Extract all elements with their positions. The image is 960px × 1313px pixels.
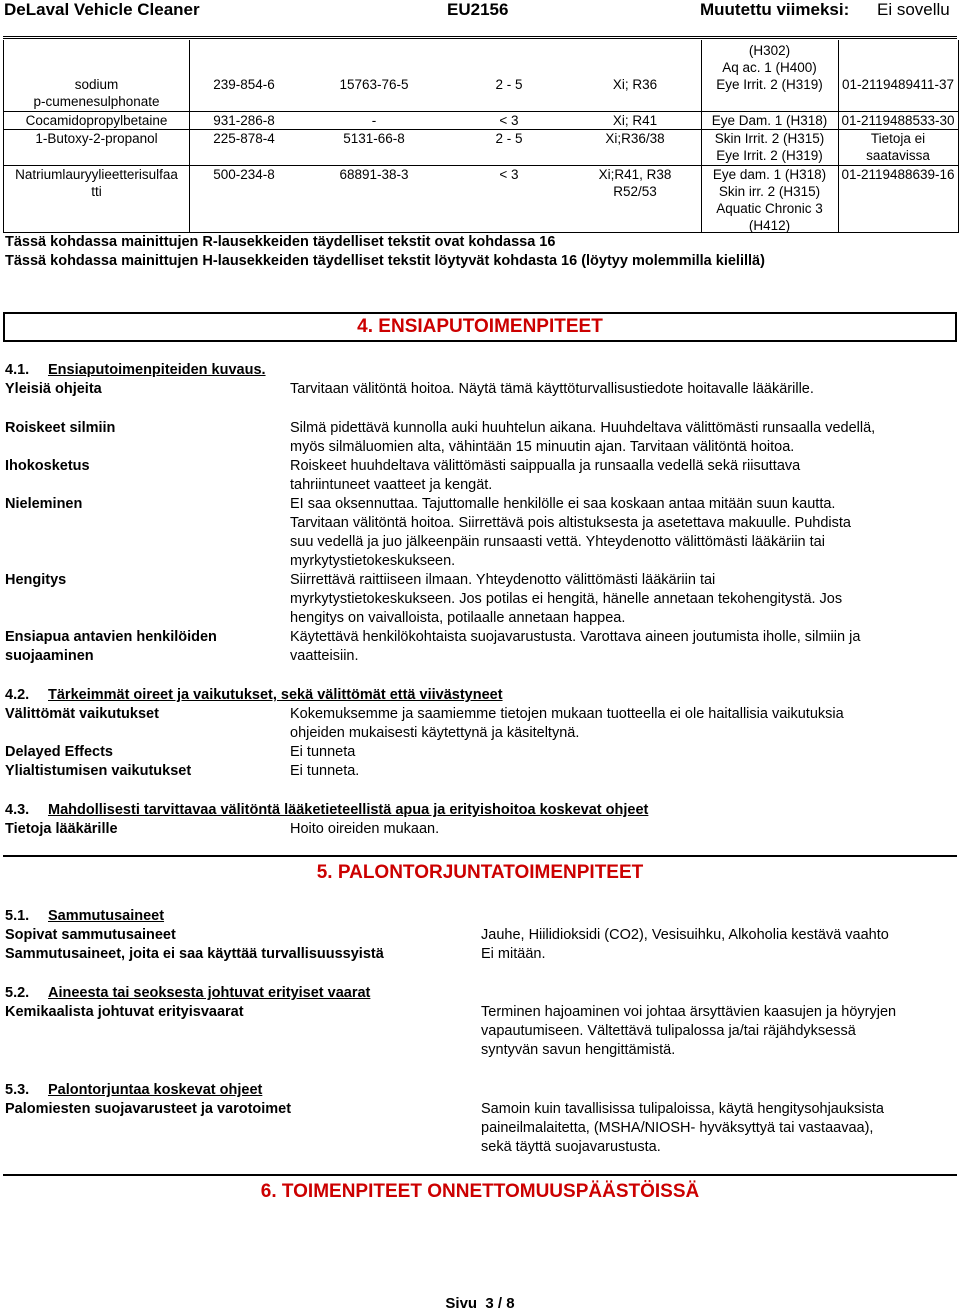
clp: Eye Irrit. 2 (H319) [716, 77, 823, 92]
firefighter-protection-line-3: sekä täyttä suojavarustusta. [481, 1139, 661, 1155]
reach-number: 01-2119488533-30 [841, 113, 955, 128]
clp: Eye Dam. 1 (H318) [711, 113, 828, 128]
subsection-4-1-number: 4.1. [5, 362, 30, 378]
firefighter-protection-line-1: Samoin kuin tavallisissa tulipaloissa, käytä hengitysohjauksista [481, 1101, 884, 1117]
cas-number: 15763-76-5 [339, 77, 409, 92]
inhalation-line-1: Siirrettävä raittiiseen ilmaan. Yhteydenotto välittömästi lääkäriin tai [290, 572, 716, 588]
chemical-hazards-label: Kemikaalista johtuvat erityisvaarat [5, 1004, 244, 1020]
subsection-5-1-number: 5.1. [5, 908, 30, 924]
general-advice-label: Yleisiä ohjeita [5, 381, 102, 397]
ingestion-line-1: EI saa oksennuttaa. Tajuttomalle henkilölle ei saa koskaan antaa mitään suun kautta. [290, 496, 836, 512]
firefighter-protection-line-2: paineilmalaitetta, (MSHA/NIOSH- hyväksyttyä tai vastaavaa), [481, 1120, 874, 1136]
ingredient-name: Natriumlauryylieetterisulfaa tti [15, 167, 178, 199]
first-aider-protection-line-1: Käytettävä henkilökohtaista suojavarustusta. Varottava aineen joutumista iholle, silmiin ja [290, 629, 861, 645]
reach-number: 01-2119488639-16 [841, 167, 955, 182]
cas-number: - [371, 113, 377, 128]
skin-contact-label: Ihokosketus [5, 458, 90, 474]
skin-contact-line-2: tahriintuneet vaatteet ja kengät. [290, 477, 493, 493]
reach-number: 01-2119489411-37 [841, 77, 955, 92]
unsuitable-media-label: Sammutusaineet, joita ei saa käyttää turvallisuussyistä [5, 946, 384, 962]
ingredient-name: sodium p-cumenesulphonate [33, 77, 160, 109]
composition-table [3, 40, 959, 233]
percent: < 3 [499, 113, 519, 128]
suitable-media-text: Jauhe, Hiilidioksidi (CO2), Vesisuihku, Alkoholia kestävä vaahto [481, 927, 889, 943]
ec-number: 931-286-8 [213, 113, 275, 128]
section-5-divider [3, 855, 957, 857]
revised-value: Ei sovellu [877, 0, 950, 19]
reach-number: Tietoja ei saatavissa [866, 131, 930, 163]
product-name: DeLaval Vehicle Cleaner [4, 0, 200, 19]
note-to-physician-text: Hoito oireiden mukaan. [290, 821, 440, 837]
clp-cell: (H302) Aq ac. 1 (H400) [722, 43, 817, 75]
first-aider-protection-label-2: suojaaminen [5, 648, 94, 664]
subsection-5-2-title: Aineesta tai seoksesta johtuvat erityiset vaarat [48, 985, 371, 1001]
r-phrase: Xi;R36/38 [605, 131, 665, 146]
header-divider [3, 36, 957, 37]
h-phrases-note: Tässä kohdassa mainittujen H-lausekkeiden täydelliset tekstit löytyvät kohdasta 16 (löytyy molemmilla kielillä) [5, 253, 765, 269]
subsection-4-3-number: 4.3. [5, 802, 30, 818]
r-phrase: Xi; R41 [612, 113, 658, 128]
immediate-effects-label: Välittömät vaikutukset [5, 706, 159, 722]
ingestion-label: Nieleminen [5, 496, 83, 512]
cas-number: 5131-66-8 [343, 131, 405, 146]
note-to-physician-label: Tietoja lääkärille [5, 821, 118, 837]
chemical-hazards-line-3: syntyvän savun hengittämistä. [481, 1042, 676, 1058]
subsection-5-2-number: 5.2. [5, 985, 30, 1001]
unsuitable-media-text: Ei mitään. [481, 946, 546, 962]
first-aider-protection-label-1: Ensiapua antavien henkilöiden [5, 629, 217, 645]
revised-label: Muutettu viimeksi: [700, 0, 850, 19]
percent: < 3 [499, 167, 519, 182]
inhalation-label: Hengitys [5, 572, 67, 588]
inhalation-line-3: hengitys on vaivalloista, potilaalle annetaan happea. [290, 610, 626, 626]
overexposure-label: Ylialtistumisen vaikutukset [5, 763, 192, 779]
subsection-5-3-number: 5.3. [5, 1082, 30, 1098]
section-6-title: 6. TOIMENPITEET ONNETTOMUUSPÄÄSTÖISSÄ [260, 1181, 700, 1202]
subsection-5-3-title: Palontorjuntaa koskevat ohjeet [48, 1082, 263, 1098]
ec-number: 225-878-4 [213, 131, 275, 146]
r-phrase: Xi; R36 [612, 77, 658, 92]
delayed-effects-label: Delayed Effects [5, 744, 113, 760]
chemical-hazards-line-2: vapautumiseen. Vältettävä tulipalossa ja/tai räjähdyksessä [481, 1023, 856, 1039]
section-5-title: 5. PALONTORJUNTATOIMENPITEET [316, 862, 644, 883]
percent: 2 - 5 [495, 131, 523, 146]
percent: 2 - 5 [495, 77, 523, 92]
header-divider-2 [3, 38, 957, 39]
eye-contact-line-2: myös silmäluomien alta, vähintään 15 minuutin ajan. Tarvitaan välitöntä hoitoa. [290, 439, 795, 455]
page-number: Sivu 3 / 8 [445, 1295, 515, 1312]
ingestion-line-2: Tarvitaan välitöntä hoitoa. Siirrettävä pois altistuksesta ja asetettava makuulle. Puhdista [290, 515, 851, 531]
section-4-title: 4. ENSIAPUTOIMENPITEET [3, 312, 957, 342]
skin-contact-line-1: Roiskeet huuhdeltava välittömästi saippualla ja runsaalla vedellä sekä riisuttava [290, 458, 801, 474]
subsection-4-1-title: Ensiaputoimenpiteiden kuvaus. [48, 362, 266, 378]
general-advice-text: Tarvitaan välitöntä hoitoa. Näytä tämä käyttöturvallisustiedote hoitavalle lääkärille. [290, 381, 814, 397]
immediate-effects-line-1: Kokemuksemme ja saamiemme tietojen mukaan tuotteella ei ole haitallisia vaikutuksia [290, 706, 844, 722]
subsection-4-2-title: Tärkeimmät oireet ja vaikutukset, sekä välittömät että viivästyneet [48, 687, 503, 703]
inhalation-line-2: myrkytystietokeskukseen. Jos potilas ei hengitä, hänelle annetaan tekohengitystä. Jos [290, 591, 843, 607]
section-6-divider [3, 1174, 957, 1176]
document-header [0, 0, 960, 22]
ec-number: 239-854-6 [213, 77, 275, 92]
ingestion-line-3: suu vedellä ja juo jälkeenpäin runsaasti vettä. Yhteydenotto välittömästi lääkäriin tai [290, 534, 825, 550]
firefighter-protection-label: Palomiesten suojavarusteet ja varotoimet [5, 1101, 292, 1117]
eye-contact-line-1: Silmä pidettävä kunnolla auki huuhtelun aikana. Huuhdeltava välittömästi runsaalla vedellä, [290, 420, 876, 436]
eye-contact-label: Roiskeet silmiin [5, 420, 116, 436]
first-aider-protection-line-2: vaatteisiin. [290, 648, 359, 664]
ingredient-name: 1-Butoxy-2-propanol [35, 131, 158, 146]
subsection-4-2-number: 4.2. [5, 687, 30, 703]
cas-number: 68891-38-3 [339, 167, 409, 182]
r-phrase: Xi;R41, R38 R52/53 [598, 167, 672, 199]
r-phrases-note: Tässä kohdassa mainittujen R-lausekkeiden täydelliset tekstit ovat kohdassa 16 [5, 234, 556, 250]
clp: Skin Irrit. 2 (H315) Eye Irrit. 2 (H319) [714, 131, 825, 163]
overexposure-text: Ei tunneta. [290, 763, 360, 779]
subsection-4-3-title: Mahdollisesti tarvittavaa välitöntä lääketieteellistä apua ja erityishoitoa koskevat ohjeet [48, 802, 649, 818]
ec-number: 500-234-8 [213, 167, 275, 182]
subsection-5-1-title: Sammutusaineet [48, 908, 165, 924]
ingredient-name: Cocamidopropylbetaine [25, 113, 168, 128]
immediate-effects-line-2: ohjeiden mukaisesti käytettynä ja käsiteltynä. [290, 725, 580, 741]
chemical-hazards-line-1: Terminen hajoaminen voi johtaa ärsyttävien kaasujen ja höyryjen [481, 1004, 897, 1020]
clp: Eye dam. 1 (H318) Skin irr. 2 (H315) Aquatic Chronic 3 (H412) [712, 167, 827, 233]
ingestion-line-4: myrkytystietokeskukseen. [290, 553, 456, 569]
region-code: EU2156 [447, 0, 509, 19]
delayed-effects-text: Ei tunneta [290, 744, 356, 760]
suitable-media-label: Sopivat sammutusaineet [5, 927, 176, 943]
